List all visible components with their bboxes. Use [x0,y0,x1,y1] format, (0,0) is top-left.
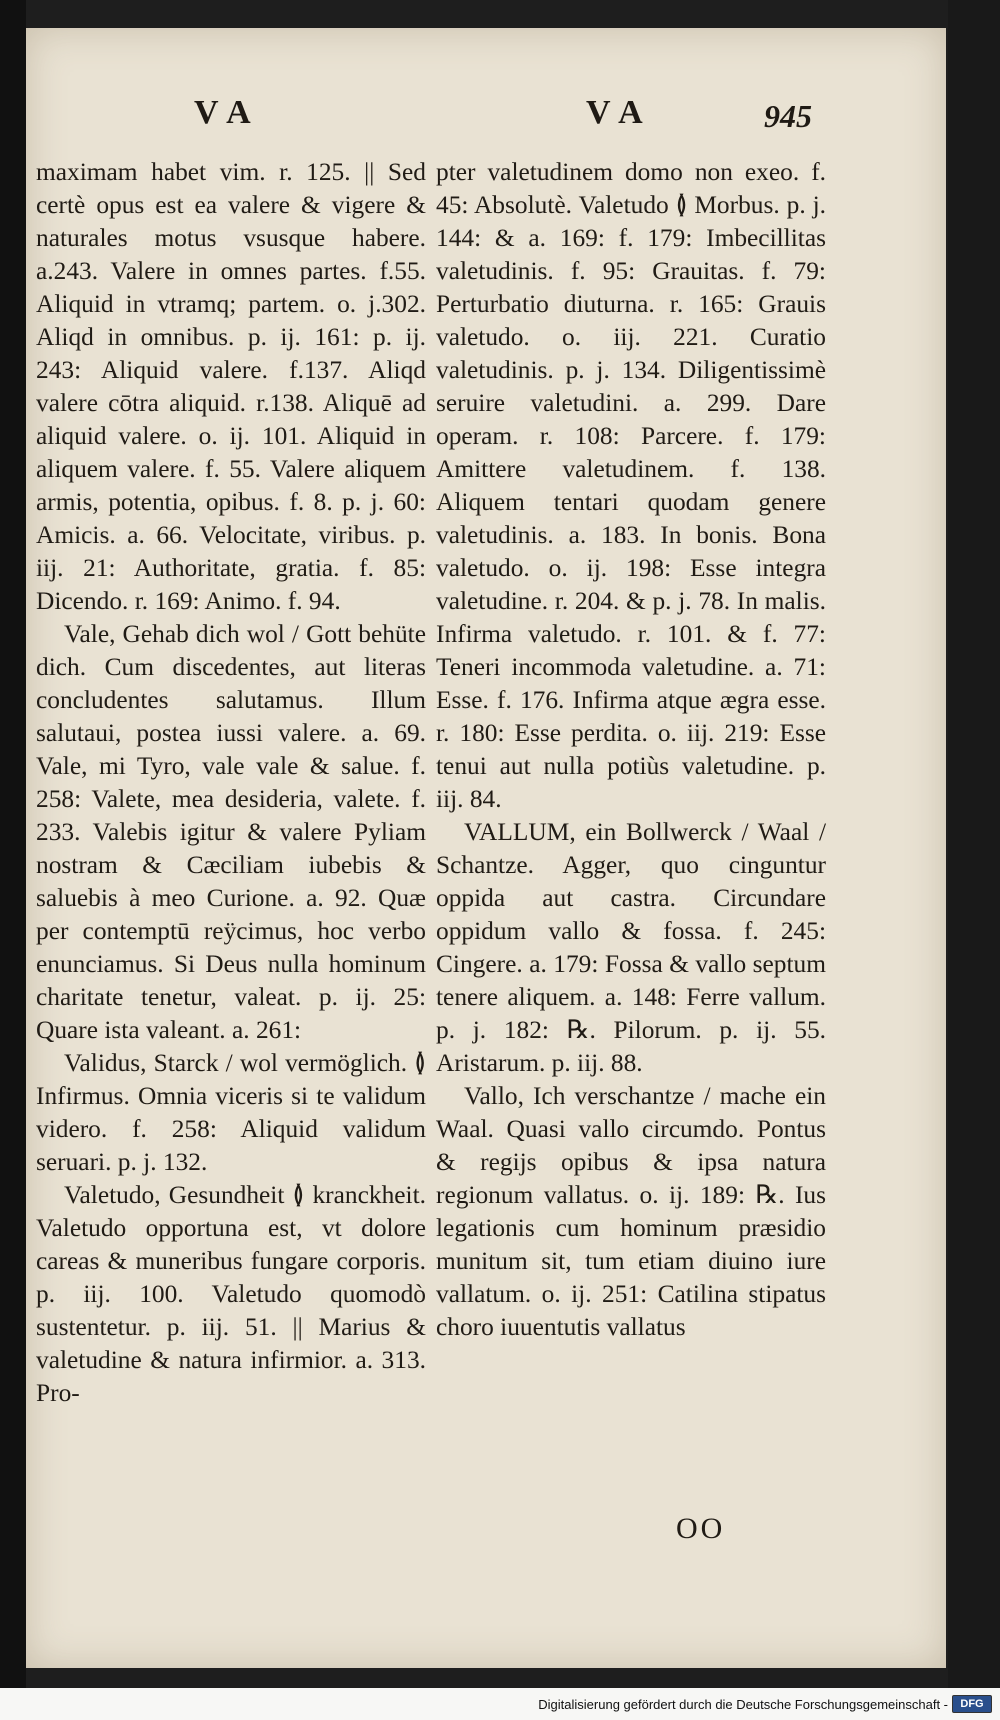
left-column [36,156,426,1410]
entry-vallum: VALLUM, ein Bollwerck / Waal / Schantze. Agger, quo cinguntur oppida aut castra. Circundare oppidum vallo & fossa. f. 245: Cingere. a. 179: Fossa & vallo septum tenere aliquem. a. 148: Ferre vallum. p. j. 182: ℞. Pilorum. p. ij. 55. Aristarum. p. iij. 88. [436,818,826,1077]
scan-edge-left [0,0,26,1688]
entry-vallo: Vallo, Ich verschantze / mache ein Waal. Quasi vallo circumdo. Pontus & regijs opibus & ipsa natura regionum vallatus. o. ij. 189: ℞. Ius legationis cum hominum præsidio munitum sit, tum etiam diuino iure vallatum. o. ij. 251: Catilina stipatus choro iuuentutis vallatus [436,1082,826,1341]
right-column [436,156,826,1344]
entry-valetudo-continued: pter valetudinem domo non exeo. f. 45: Absolutè. Valetudo ≬ Morbus. p. j. 144: & a. 169: f. 179: Imbecillitas valetudinis. f. 95: Grauitas. f. 79: Perturbatio diuturna. r. 165: Grauis valetudo. o. iij. 221. Curatio valetudinis. p. j. 134. Diligentissimè seruire valetudini. a. 299. Dare operam. r. 108: Parcere. f. 179: Amittere valetudinem. f. 138. Aliquem tentari quodam genere valetudinis. a. 183. In bonis. Bona valetudo. o. ij. 198: Esse integra valetudine. r. 204. & p. j. 78. In malis. Infirma valetudo. r. 101. & f. 77: Teneri incommoda valetudine. a. 71: Esse. f. 176. Infirma atque ægra esse. r. 180: Esse perdita. o. iij. 219: Esse tenui aut nulla potiùs valetudine. p. iij. 84. [436,158,826,813]
page-number: 945 [764,98,812,134]
footer-bar [0,1688,1000,1720]
dfg-logo-icon: DFG [952,1695,992,1713]
catchword: OO [676,1512,726,1545]
running-head-left: VA [194,94,263,131]
entry-validus: Validus, Starck / wol vermöglich. ≬ Infirmus. Omnia viceris si te validum videro. f. 258: Aliquid validum seruari. p. j. 132. [36,1049,426,1176]
entry-valetudo: Valetudo, Gesundheit ≬ kranckheit. Valetudo opportuna est, vt dolore careas & muneribus fungare corporis. p. iij. 100. Valetudo quomodò sustentetur. p. iij. 51. || Marius & valetudine & natura infirmior. a. 313. Pro- [36,1181,426,1407]
entry-valeo-continued: maximam habet vim. r. 125. || Sed certè opus est ea valere & vigere & naturales motus vsusque habere. a.243. Valere in omnes partes. f.55. Aliquid in vtramq; partem. o. j.302. Aliqd in omnibus. p. ij. 161: p. ij. 243: Aliquid valere. f.137. Aliqd valere cōtra aliquid. r.138. Aliquē ad aliquid valere. o. ij. 101. Aliquid in aliquem valere. f. 55. Valere aliquem armis, potentia, opibus. f. 8. p. j. 60: Amicis. a. 66. Velocitate, viribus. p. iij. 21: Authoritate, gratia. f. 85: Dicendo. r. 169: Animo. f. 94. [36,158,426,615]
footer-credit: Digitalisierung gefördert durch die Deutsche Forschungsgemeinschaft - [538,1697,948,1712]
running-head-right: VA [586,94,655,131]
scan-edge-right [948,0,1000,1688]
entry-vale: Vale, Gehab dich wol / Gott behüte dich. Cum discedentes, aut literas concludentes salutamus. Illum salutaui, postea iussi valere. a. 69. Vale, mi Tyro, vale vale & salue. f. 258: Valete, mea desideria, valete. f. 233. Valebis igitur & valere Pyliam nostram & Cæciliam iubebis & saluebis à meo Curione. a. 92. Quæ per contemptū reÿcimus, hoc verbo enunciamus. Si Deus nulla hominum charitate tenetur, valeat. p. ij. 25: Quare ista valeant. a. 261: [36,620,426,1044]
book-page [26,28,946,1668]
